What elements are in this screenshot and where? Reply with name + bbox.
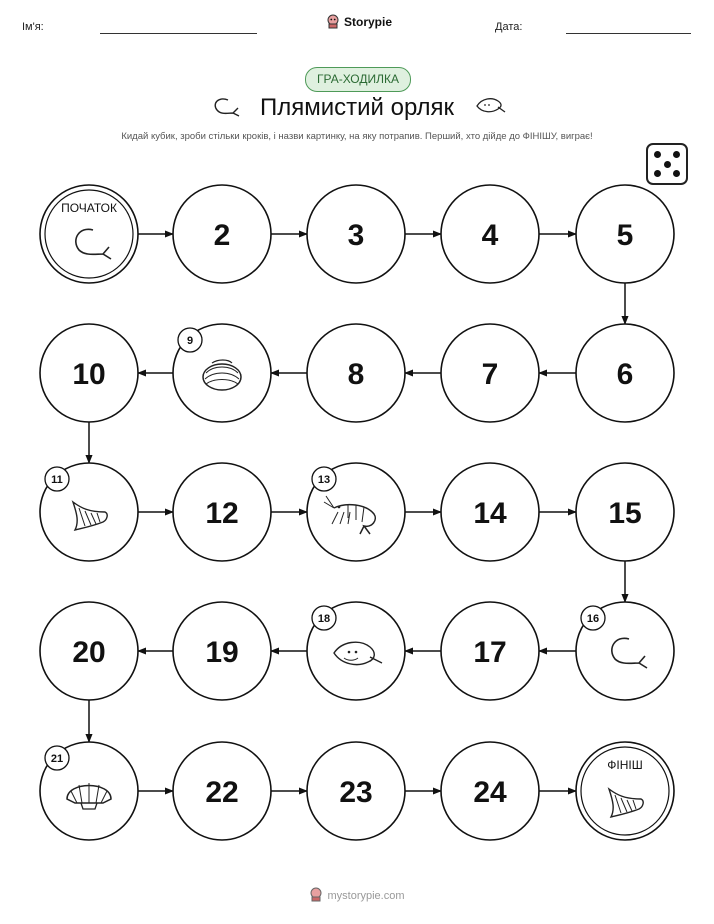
finish-cell[interactable] bbox=[576, 742, 674, 840]
board-cell-10[interactable] bbox=[40, 324, 138, 422]
instructions: Кидай кубик, зроби стільки кроків, і назви картинку, на яку потрапив. Перший, хто дійде до ФІНІШУ, виграє! bbox=[121, 131, 593, 142]
cell-number-badge-label: 13 bbox=[317, 474, 331, 486]
board-cell-19[interactable] bbox=[173, 602, 271, 700]
board-cell-9[interactable] bbox=[173, 324, 271, 422]
board-cell-18[interactable] bbox=[307, 602, 405, 700]
cell-number: 14 bbox=[473, 497, 507, 530]
cell-number-badge-label: 16 bbox=[586, 613, 600, 625]
cell-number: 20 bbox=[72, 636, 106, 669]
cell-number-badge-label: 21 bbox=[50, 753, 64, 765]
cell-number-badge-label: 9 bbox=[186, 335, 194, 347]
cell-number: 7 bbox=[481, 358, 499, 391]
cell-circle bbox=[576, 742, 674, 840]
board-cell-13[interactable] bbox=[307, 463, 405, 561]
board-cell-5[interactable] bbox=[576, 185, 674, 283]
cell-number: 4 bbox=[481, 219, 499, 252]
cell-number: 2 bbox=[213, 219, 231, 252]
cell-number: 6 bbox=[616, 358, 634, 391]
board-cell-7[interactable] bbox=[441, 324, 539, 422]
board-cell-23[interactable] bbox=[307, 742, 405, 840]
date-label: Дата: bbox=[495, 21, 523, 33]
cell-number: 15 bbox=[608, 497, 642, 530]
board-cell-11[interactable] bbox=[40, 463, 138, 561]
cell-circle bbox=[40, 185, 138, 283]
board-cell-24[interactable] bbox=[441, 742, 539, 840]
cell-number-badge-label: 11 bbox=[51, 474, 63, 486]
cell-number: 17 bbox=[473, 636, 507, 669]
cell-number: 10 bbox=[72, 358, 106, 391]
cell-number: 22 bbox=[205, 776, 239, 809]
game-badge: ГРА-ХОДИЛКА bbox=[305, 67, 411, 92]
board-cell-6[interactable] bbox=[576, 324, 674, 422]
board-cell-17[interactable] bbox=[441, 602, 539, 700]
footer-site: mystorypie.com bbox=[327, 890, 405, 902]
board-cell-20[interactable] bbox=[40, 602, 138, 700]
finish-label: ФІНІШ bbox=[607, 758, 643, 772]
board-cell-16[interactable] bbox=[576, 602, 674, 700]
board-cell-21[interactable] bbox=[40, 742, 138, 840]
board-cell-12[interactable] bbox=[173, 463, 271, 561]
cell-number: 24 bbox=[473, 776, 507, 809]
start-cell[interactable] bbox=[40, 185, 138, 283]
brand-name: Storypie bbox=[344, 14, 393, 29]
cell-number: 5 bbox=[616, 219, 634, 252]
cell-number: 23 bbox=[339, 776, 373, 809]
board-cell-14[interactable] bbox=[441, 463, 539, 561]
cell-number: 12 bbox=[205, 497, 239, 530]
board-cell-22[interactable] bbox=[173, 742, 271, 840]
board-cell-2[interactable] bbox=[173, 185, 271, 283]
board-cell-3[interactable] bbox=[307, 185, 405, 283]
title-text: Плямистий орляк bbox=[259, 94, 454, 121]
storypie-footer-logo-icon bbox=[309, 887, 323, 902]
board-cell-15[interactable] bbox=[576, 463, 674, 561]
cell-number: 3 bbox=[347, 219, 365, 252]
cell-number-badge-label: 18 bbox=[317, 613, 331, 625]
cell-number: 8 bbox=[347, 358, 365, 391]
footer bbox=[0, 887, 714, 902]
board-cell-4[interactable] bbox=[441, 185, 539, 283]
start-label: ПОЧАТОК bbox=[61, 201, 117, 215]
cell-number: 19 bbox=[205, 636, 239, 669]
name-label: Ім'я: bbox=[22, 21, 44, 33]
board-cell-8[interactable] bbox=[307, 324, 405, 422]
